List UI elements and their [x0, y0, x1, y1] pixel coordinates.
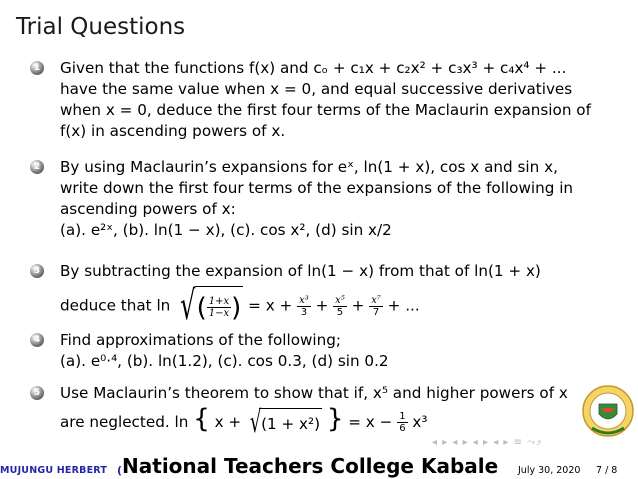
equals-x: = x +: [248, 296, 293, 315]
question-number-badge: 3: [30, 264, 44, 278]
footer-author: MUJUNGU HERBERT: [0, 465, 108, 476]
fraction: [397, 411, 407, 434]
question-text-line: (a). e⁰·⁴, (b). ln(1.2), (c). cos 0.3, (d) sin 0.2: [60, 352, 389, 370]
fraction-numerator: 1: [399, 411, 406, 422]
footer-date: July 30, 2020: [518, 465, 581, 476]
left-brace: {: [193, 404, 210, 434]
question-text-line: Use Maclaurin’s theorem to show that if, x⁵ and higher powers of x: [60, 384, 568, 402]
series-tail: + ...: [387, 296, 420, 315]
plus-sign: +: [315, 296, 329, 315]
question-formula-line: [60, 283, 626, 329]
question-5: [30, 383, 626, 438]
series-term: [333, 295, 347, 318]
fraction-numerator: x⁷: [371, 294, 381, 306]
right-paren: ): [231, 292, 242, 323]
square-root: [175, 283, 243, 329]
radicand: (1 + x²): [261, 414, 321, 433]
rhs-suffix: x³: [412, 413, 428, 431]
right-brace: }: [326, 404, 344, 434]
question-text-line: (a). e²ˣ, (b). ln(1 − x), (c). cos x², (d) sin x/2: [60, 221, 392, 239]
question-text-line: Given that the functions f(x) and cₒ + c₁x + c₂x² + c₃x³ + c₄x⁴ + ...: [60, 59, 567, 77]
beamer-navigation[interactable]: ◂ ▸ ◂ ▸ ◂ ▸ ◂ ▸ ≡ ⤳⤴: [432, 437, 543, 448]
fraction-numerator: 1+x: [208, 296, 230, 307]
question-text-line: Find approximations of the following;: [60, 331, 342, 349]
footer-institution: [117, 454, 498, 478]
question-4: [30, 330, 626, 372]
footer-page-number: 7 / 8: [596, 465, 618, 476]
fraction: [207, 296, 231, 319]
question-number-badge: 1: [30, 61, 44, 75]
formula-prefix: are neglected. ln: [60, 413, 189, 431]
question-1: [30, 58, 626, 142]
fraction-numerator: x³: [299, 294, 309, 306]
fraction-denominator: 6: [399, 423, 406, 434]
question-text-line: write down the first four terms of the expansions of the following in: [60, 179, 574, 197]
question-number-badge: 2: [30, 160, 44, 174]
fraction-numerator: x⁵: [335, 294, 345, 306]
college-logo: [582, 384, 634, 442]
question-text-line: have the same value when x = 0, and equal successive derivatives: [60, 80, 573, 98]
rhs-prefix: = x −: [348, 413, 393, 431]
left-paren: (: [196, 292, 207, 323]
radical-sign: √: [180, 283, 196, 329]
question-text-line: By using Maclaurin’s expansions for eˣ, ln(1 + x), cos x and sin x,: [60, 158, 558, 176]
question-text-line: f(x) in ascending powers of x.: [60, 122, 286, 140]
footer: [0, 454, 638, 479]
footer-open-paren: (: [117, 464, 123, 477]
question-2: [30, 157, 626, 241]
plus-sign: +: [351, 296, 365, 315]
question-text-line: By subtracting the expansion of ln(1 − x) from that of ln(1 + x): [60, 262, 541, 280]
series-term: [297, 295, 311, 318]
fraction-denominator: 7: [372, 306, 380, 318]
question-number-badge: 4: [30, 333, 44, 347]
question-formula-line: [60, 406, 626, 438]
slide-title: Trial Questions: [16, 14, 186, 40]
fraction-denominator: 5: [336, 306, 344, 318]
fraction-denominator: 1−x: [208, 308, 230, 319]
footer-institution-name: National Teachers College Kabale: [122, 454, 499, 478]
question-text-line: ascending powers of x:: [60, 200, 236, 218]
fraction-denominator: 3: [300, 306, 308, 318]
square-root: [246, 404, 322, 440]
radical-sign: √: [249, 404, 262, 440]
question-3: [30, 261, 626, 329]
question-number-badge: 5: [30, 386, 44, 400]
question-text-line: when x = 0, deduce the first four terms of the Maclaurin expansion of: [60, 101, 591, 119]
inner-left-term: x +: [214, 413, 242, 431]
formula-prefix: deduce that ln: [60, 296, 171, 315]
series-term: [369, 295, 383, 318]
